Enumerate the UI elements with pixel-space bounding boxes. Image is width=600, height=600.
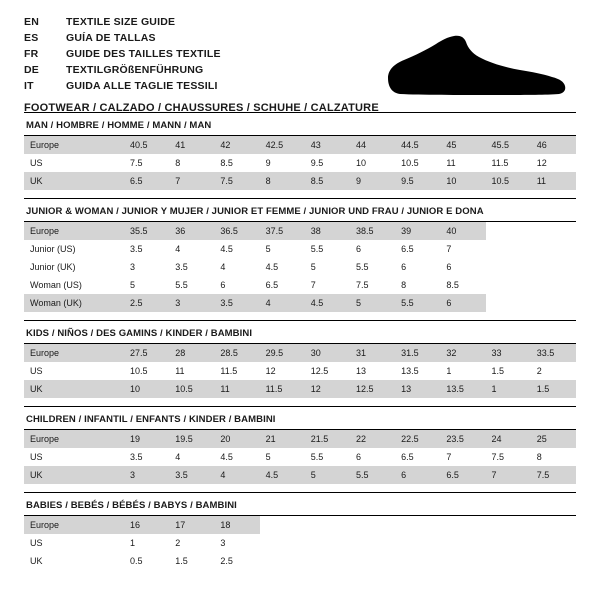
table-row bbox=[24, 172, 576, 190]
size-cell bbox=[531, 516, 576, 534]
size-cell: 20 bbox=[214, 430, 259, 448]
size-cell: 7.5 bbox=[491, 452, 505, 462]
size-cell: 43 bbox=[305, 136, 350, 154]
language-row bbox=[24, 32, 221, 48]
size-cell: 6 bbox=[355, 244, 361, 254]
language-code: DE bbox=[24, 64, 39, 76]
table-row bbox=[24, 240, 576, 258]
row-label: UK bbox=[24, 380, 124, 398]
size-cell: 44.5 bbox=[395, 136, 440, 154]
size-cell bbox=[440, 516, 485, 534]
size-cell: 11 bbox=[214, 380, 259, 398]
size-cell bbox=[305, 534, 350, 552]
size-cell bbox=[260, 552, 305, 570]
language-list bbox=[24, 16, 221, 96]
size-table bbox=[24, 516, 576, 570]
size-cell bbox=[486, 240, 531, 258]
size-cell: 3 bbox=[130, 262, 136, 272]
row-label: Europe bbox=[24, 344, 124, 362]
size-cell: 27.5 bbox=[124, 344, 169, 362]
table-row bbox=[24, 430, 576, 448]
language-row bbox=[24, 16, 221, 32]
size-cell: 38 bbox=[305, 222, 350, 240]
size-cell: 5.5 bbox=[350, 466, 395, 484]
size-cell: 22 bbox=[350, 430, 395, 448]
size-cell: 4 bbox=[175, 244, 181, 254]
table-row bbox=[24, 258, 576, 276]
size-cell: 11.5 bbox=[220, 366, 238, 376]
dress-shoe-icon bbox=[380, 34, 570, 104]
size-cell: 2.5 bbox=[220, 556, 233, 566]
size-cell: 42 bbox=[214, 136, 259, 154]
size-cell: 2 bbox=[536, 366, 542, 376]
size-cell bbox=[531, 294, 576, 312]
size-cell: 9 bbox=[350, 172, 395, 190]
size-cell: 39 bbox=[395, 222, 440, 240]
size-cell: 10.5 bbox=[130, 366, 148, 376]
size-cell: 33.5 bbox=[531, 344, 576, 362]
size-cell: 40 bbox=[440, 222, 485, 240]
size-cell: 2.5 bbox=[124, 294, 169, 312]
size-cell: 3.5 bbox=[130, 452, 143, 462]
size-cell: 1.5 bbox=[531, 380, 576, 398]
size-section bbox=[24, 320, 576, 404]
size-cell: 44 bbox=[350, 136, 395, 154]
table-row bbox=[24, 294, 576, 312]
size-cell: 5 bbox=[310, 262, 316, 272]
size-cell: 7 bbox=[486, 466, 531, 484]
size-cell: 5.5 bbox=[395, 294, 440, 312]
size-cell bbox=[486, 516, 531, 534]
row-label: US bbox=[30, 452, 43, 462]
size-cell: 10 bbox=[355, 158, 366, 168]
section-title: JUNIOR & WOMAN / JUNIOR Y MUJER / JUNIOR ET FEMME / JUNIOR UND FRAU / JUNIOR E DONA bbox=[26, 206, 484, 217]
size-cell: 5.5 bbox=[355, 262, 369, 272]
size-cell bbox=[350, 534, 395, 552]
size-cell: 6 bbox=[440, 294, 485, 312]
size-cell bbox=[531, 240, 576, 258]
size-cell bbox=[260, 534, 305, 552]
row-label: Woman (UK) bbox=[24, 294, 124, 312]
size-cell: 18 bbox=[214, 516, 259, 534]
size-cell: 5.5 bbox=[175, 280, 188, 290]
size-cell: 30 bbox=[305, 344, 350, 362]
table-row bbox=[24, 344, 576, 362]
size-cell bbox=[486, 552, 531, 570]
size-sections bbox=[24, 112, 576, 576]
size-cell: 4 bbox=[260, 294, 305, 312]
row-label: Europe bbox=[24, 516, 124, 534]
size-cell: 38.5 bbox=[350, 222, 395, 240]
row-label: UK bbox=[24, 466, 124, 484]
size-cell: 7.5 bbox=[214, 172, 259, 190]
size-cell: 6 bbox=[401, 262, 407, 272]
table-row bbox=[24, 448, 576, 466]
table-row bbox=[24, 534, 576, 552]
row-label: US bbox=[30, 158, 43, 168]
section-title: BABIES / BEBÉS / BÉBÉS / BABYS / BAMBINI bbox=[26, 500, 237, 511]
size-cell: 42.5 bbox=[260, 136, 305, 154]
size-cell: 19 bbox=[124, 430, 169, 448]
section-spacer bbox=[24, 190, 576, 196]
row-label: Junior (US) bbox=[30, 244, 76, 254]
row-label: Woman (US) bbox=[30, 280, 82, 290]
table-row bbox=[24, 154, 576, 172]
size-cell: 36 bbox=[169, 222, 214, 240]
size-cell bbox=[350, 552, 395, 570]
size-section bbox=[24, 406, 576, 490]
size-cell bbox=[440, 552, 485, 570]
size-cell: 11.5 bbox=[491, 158, 509, 168]
section-title: MAN / HOMBRE / HOMME / MANN / MAN bbox=[26, 120, 212, 131]
language-title: TEXTILE SIZE GUIDE bbox=[66, 16, 176, 28]
size-cell: 8.5 bbox=[220, 158, 233, 168]
size-cell: 21 bbox=[260, 430, 305, 448]
size-cell: 12 bbox=[305, 380, 350, 398]
size-cell bbox=[531, 222, 576, 240]
size-cell: 45.5 bbox=[486, 136, 531, 154]
language-title: GUIDA ALLE TAGLIE TESSILI bbox=[66, 80, 218, 92]
language-row bbox=[24, 48, 221, 64]
size-cell: 33 bbox=[486, 344, 531, 362]
table-row bbox=[24, 276, 576, 294]
size-cell: 7.5 bbox=[130, 158, 143, 168]
size-cell: 1 bbox=[486, 380, 531, 398]
size-cell: 7.5 bbox=[355, 280, 369, 290]
size-cell: 12 bbox=[536, 158, 547, 168]
size-cell: 5 bbox=[265, 244, 271, 254]
size-cell: 12.5 bbox=[310, 366, 329, 376]
size-cell: 36.5 bbox=[214, 222, 259, 240]
size-cell bbox=[260, 516, 305, 534]
size-cell: 4 bbox=[214, 466, 259, 484]
size-cell: 7 bbox=[446, 244, 452, 254]
size-cell: 1.5 bbox=[491, 366, 505, 376]
size-cell bbox=[486, 258, 531, 276]
size-cell: 41 bbox=[169, 136, 214, 154]
size-cell: 10.5 bbox=[401, 158, 419, 168]
size-cell: 45 bbox=[440, 136, 485, 154]
size-cell: 11.5 bbox=[260, 380, 305, 398]
size-cell bbox=[531, 534, 576, 552]
size-cell: 31.5 bbox=[395, 344, 440, 362]
size-cell: 7 bbox=[169, 172, 214, 190]
table-row bbox=[24, 136, 576, 154]
footwear-title: FOOTWEAR / CALZADO / CHAUSSURES / SCHUHE / CALZATURE bbox=[24, 102, 379, 114]
size-cell: 16 bbox=[124, 516, 169, 534]
size-cell: 3.5 bbox=[214, 294, 259, 312]
size-cell: 3.5 bbox=[169, 466, 214, 484]
size-cell: 5.5 bbox=[310, 452, 324, 462]
size-cell: 4.5 bbox=[265, 262, 279, 272]
size-cell: 21.5 bbox=[305, 430, 350, 448]
language-code: EN bbox=[24, 16, 39, 28]
size-cell: 6.5 bbox=[401, 452, 414, 462]
section-spacer bbox=[24, 398, 576, 404]
language-code: IT bbox=[24, 80, 34, 92]
size-cell: 6 bbox=[446, 262, 452, 272]
row-label: Europe bbox=[24, 136, 124, 154]
language-row bbox=[24, 80, 221, 96]
size-cell: 40.5 bbox=[124, 136, 169, 154]
table-row bbox=[24, 362, 576, 380]
table-row bbox=[24, 222, 576, 240]
size-cell: 7 bbox=[310, 280, 316, 290]
size-cell bbox=[395, 552, 440, 570]
size-cell bbox=[305, 552, 350, 570]
size-cell: 11 bbox=[531, 172, 576, 190]
size-cell: 31 bbox=[350, 344, 395, 362]
size-cell: 13 bbox=[355, 366, 366, 376]
size-cell: 10 bbox=[440, 172, 485, 190]
size-cell bbox=[305, 516, 350, 534]
size-cell bbox=[531, 276, 576, 294]
size-table bbox=[24, 136, 576, 190]
size-cell: 9.5 bbox=[395, 172, 440, 190]
size-cell: 7.5 bbox=[531, 466, 576, 484]
size-cell: 17 bbox=[169, 516, 214, 534]
size-cell: 8 bbox=[401, 280, 407, 290]
size-cell: 6.5 bbox=[265, 280, 279, 290]
language-row bbox=[24, 64, 221, 80]
language-code: ES bbox=[24, 32, 39, 44]
size-cell: 4.5 bbox=[260, 466, 305, 484]
row-label: Europe bbox=[24, 430, 124, 448]
row-label: UK bbox=[30, 556, 43, 566]
size-cell: 3 bbox=[169, 294, 214, 312]
size-cell: 7 bbox=[446, 452, 452, 462]
language-code: FR bbox=[24, 48, 39, 60]
size-cell: 37.5 bbox=[260, 222, 305, 240]
size-cell: 6 bbox=[355, 452, 361, 462]
size-cell bbox=[531, 258, 576, 276]
size-cell: 24 bbox=[486, 430, 531, 448]
size-cell: 5.5 bbox=[310, 244, 324, 254]
size-cell: 3 bbox=[124, 466, 169, 484]
language-title: GUÍA DE TALLAS bbox=[66, 32, 156, 44]
size-cell: 3 bbox=[220, 538, 226, 548]
section-spacer bbox=[24, 312, 576, 318]
size-cell: 4.5 bbox=[220, 452, 233, 462]
header bbox=[24, 16, 576, 112]
row-label: Junior (UK) bbox=[30, 262, 76, 272]
row-label: US bbox=[30, 538, 43, 548]
size-cell bbox=[486, 294, 531, 312]
size-cell: 8 bbox=[260, 172, 305, 190]
row-label: US bbox=[30, 366, 43, 376]
size-cell: 25 bbox=[531, 430, 576, 448]
size-cell: 1.5 bbox=[175, 556, 188, 566]
size-cell: 12 bbox=[265, 366, 276, 376]
size-cell bbox=[350, 516, 395, 534]
size-cell: 2 bbox=[175, 538, 181, 548]
size-cell: 4 bbox=[220, 262, 226, 272]
size-cell: 19.5 bbox=[169, 430, 214, 448]
size-cell: 29.5 bbox=[260, 344, 305, 362]
size-cell: 9.5 bbox=[310, 158, 324, 168]
size-cell: 1 bbox=[446, 366, 452, 376]
size-cell: 13.5 bbox=[401, 366, 419, 376]
size-cell: 6.5 bbox=[440, 466, 485, 484]
section-spacer bbox=[24, 484, 576, 490]
size-cell bbox=[486, 222, 531, 240]
size-cell bbox=[531, 552, 576, 570]
size-cell: 13 bbox=[395, 380, 440, 398]
size-cell bbox=[440, 534, 485, 552]
size-cell: 10.5 bbox=[169, 380, 214, 398]
size-cell: 11 bbox=[446, 158, 456, 168]
row-label: UK bbox=[24, 172, 124, 190]
size-cell: 0.5 bbox=[130, 556, 143, 566]
size-cell: 5 bbox=[305, 466, 350, 484]
row-label: Europe bbox=[24, 222, 124, 240]
size-cell: 46 bbox=[531, 136, 576, 154]
size-table bbox=[24, 430, 576, 484]
size-cell: 6 bbox=[220, 280, 226, 290]
section-title: KIDS / NIÑOS / DES GAMINS / KINDER / BAMBINI bbox=[26, 328, 253, 339]
size-cell: 6 bbox=[395, 466, 440, 484]
section-spacer bbox=[24, 570, 576, 576]
size-cell: 6.5 bbox=[401, 244, 414, 254]
size-cell bbox=[395, 534, 440, 552]
size-cell: 10.5 bbox=[486, 172, 531, 190]
size-cell: 32 bbox=[440, 344, 485, 362]
size-cell: 8 bbox=[175, 158, 181, 168]
size-cell bbox=[486, 276, 531, 294]
size-cell: 5 bbox=[350, 294, 395, 312]
size-cell: 28 bbox=[169, 344, 214, 362]
size-cell: 3.5 bbox=[175, 262, 188, 272]
table-row bbox=[24, 552, 576, 570]
size-cell: 8.5 bbox=[446, 280, 459, 290]
size-cell: 8.5 bbox=[305, 172, 350, 190]
size-section bbox=[24, 112, 576, 196]
table-row bbox=[24, 380, 576, 398]
size-cell: 8 bbox=[536, 452, 542, 462]
size-cell: 35.5 bbox=[124, 222, 169, 240]
size-cell: 1 bbox=[130, 538, 136, 548]
size-cell: 4 bbox=[175, 452, 181, 462]
size-cell: 9 bbox=[265, 158, 271, 168]
language-title: GUIDE DES TAILLES TEXTILE bbox=[66, 48, 221, 60]
size-cell: 5 bbox=[130, 280, 136, 290]
size-section bbox=[24, 198, 576, 318]
size-cell: 4.5 bbox=[220, 244, 233, 254]
size-cell: 11 bbox=[175, 366, 185, 376]
size-table bbox=[24, 344, 576, 398]
size-cell: 13.5 bbox=[440, 380, 485, 398]
size-cell: 6.5 bbox=[124, 172, 169, 190]
size-cell: 3.5 bbox=[130, 244, 143, 254]
size-table bbox=[24, 222, 576, 312]
size-cell: 4.5 bbox=[305, 294, 350, 312]
size-cell: 22.5 bbox=[395, 430, 440, 448]
size-section bbox=[24, 492, 576, 576]
size-cell: 10 bbox=[124, 380, 169, 398]
size-cell: 5 bbox=[265, 452, 271, 462]
size-cell: 28.5 bbox=[214, 344, 259, 362]
section-title: CHILDREN / INFANTIL / ENFANTS / KINDER / BAMBINI bbox=[26, 414, 276, 425]
size-cell: 12.5 bbox=[350, 380, 395, 398]
table-row bbox=[24, 466, 576, 484]
table-row bbox=[24, 516, 576, 534]
size-cell bbox=[486, 534, 531, 552]
size-cell: 23.5 bbox=[440, 430, 485, 448]
size-cell bbox=[395, 516, 440, 534]
language-title: TEXTILGRÖßENFÜHRUNG bbox=[66, 64, 204, 76]
